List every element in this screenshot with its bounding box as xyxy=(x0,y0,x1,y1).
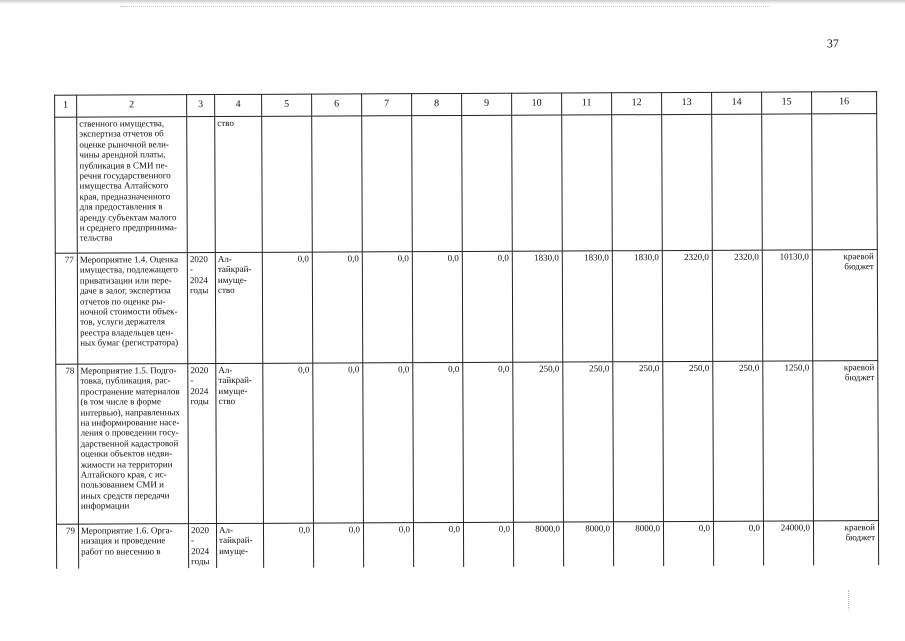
amount-cell: 250,0 xyxy=(663,361,714,521)
measure-name-line: пользованием СМИ и xyxy=(80,479,164,491)
amount-cell: 8000,0 xyxy=(563,522,613,566)
amount-cell: 0,0 xyxy=(413,362,464,522)
measure-name-line: тов, услуги держателя xyxy=(80,316,166,328)
amount-cell: 250,0 xyxy=(713,361,764,521)
cont-empty-cell xyxy=(712,114,763,250)
executor-cell xyxy=(216,363,264,523)
cont-empty-cell xyxy=(662,114,713,250)
measure-name-line: иных средств передачи xyxy=(80,490,170,501)
period-line: годы xyxy=(189,285,209,296)
funding-source-line: бюджет xyxy=(844,261,874,272)
column-number-14: 14 xyxy=(712,92,762,114)
measure-name-line: ления о проведении госу- xyxy=(80,427,179,439)
measure-name-line: низация и проведение xyxy=(81,535,166,547)
amount-cell: 0,0 xyxy=(713,521,763,565)
column-number-5: 5 xyxy=(262,94,312,116)
measure-name-line: Мероприятие 1.4. Оценка xyxy=(79,254,179,265)
amount-cell: 0,0 xyxy=(462,251,512,362)
period-line: 2024 xyxy=(191,545,210,556)
measure-name-line: Мероприятие 1.6. Орга- xyxy=(80,525,173,536)
amount-cell: 1830,0 xyxy=(612,251,662,362)
cont-name-line: чины арендной платы, xyxy=(79,149,166,160)
cont-name-line: края, предназначенного xyxy=(79,191,171,202)
funding-source-line: краевой xyxy=(843,251,874,262)
executor-line: Ал- xyxy=(218,364,233,376)
measure-name-line: интервью), направленных xyxy=(80,406,180,418)
executor-line: тайкрай- xyxy=(219,535,253,546)
column-number-1: 1 xyxy=(55,95,77,117)
cont-name-line: тельства xyxy=(79,232,113,244)
measure-name-cell xyxy=(78,364,189,524)
period-cell xyxy=(187,253,215,364)
measure-name-line: жимости на территории xyxy=(80,458,173,470)
amount-cell: 0,0 xyxy=(362,252,412,363)
funding-source-line: краевой xyxy=(843,362,875,373)
amount-cell: 250,0 xyxy=(513,362,564,522)
row-number-cell: 78 xyxy=(56,364,79,524)
cont-name-line: для предоставления в xyxy=(79,201,163,212)
cont-executor-line: ство xyxy=(217,117,234,129)
amount-cell: 0,0 xyxy=(313,523,363,567)
cont-empty-cell xyxy=(562,115,613,251)
column-number-6: 6 xyxy=(312,94,362,116)
continuation-row xyxy=(55,114,878,254)
measure-name-line: отчетов по оценке ры- xyxy=(79,295,166,307)
cont-empty-cell xyxy=(362,116,413,252)
cont-name-line: и среднего предпринима- xyxy=(79,222,177,233)
executor-line: имуще- xyxy=(219,545,249,556)
column-number-7: 7 xyxy=(362,94,412,116)
amount-cell: 0,0 xyxy=(312,252,362,363)
measure-name-line: оценки объектов недви- xyxy=(80,448,173,459)
cont-empty-cell xyxy=(762,114,813,250)
measure-name-cell xyxy=(78,524,188,569)
amount-cell: 0,0 xyxy=(263,363,314,523)
measure-name-line: даче в залог, экспертиза xyxy=(79,285,171,296)
measure-name-line: Алтайского края, с ис- xyxy=(80,469,167,480)
amount-cell: 10130,0 xyxy=(762,250,812,361)
amount-cell: 24000,0 xyxy=(763,521,813,565)
cont-name-line: оценке рыночной вели- xyxy=(79,139,169,150)
cont-num-cell xyxy=(55,117,78,253)
amount-cell: 2320,0 xyxy=(662,250,712,361)
period-line: 2020 - xyxy=(190,365,209,386)
cont-period-cell xyxy=(187,117,216,253)
measure-name-line: пространение материалов xyxy=(80,385,180,397)
table-row xyxy=(56,521,878,569)
cont-name-cell xyxy=(77,117,188,253)
row-number-cell: 77 xyxy=(55,253,77,364)
column-number-4: 4 xyxy=(215,94,262,116)
cont-name-line: аренду субъектам малого xyxy=(79,211,177,223)
amount-cell: 250,0 xyxy=(613,362,664,522)
page-number: 37 xyxy=(826,36,839,51)
amount-cell: 0,0 xyxy=(363,523,413,567)
cont-name-line: имущества Алтайского xyxy=(79,180,169,192)
cont-empty-cell xyxy=(262,116,313,252)
amount-cell: 0,0 xyxy=(363,363,414,523)
executor-cell xyxy=(215,252,262,363)
column-number-15: 15 xyxy=(762,92,812,114)
executor-cell xyxy=(216,523,263,567)
amount-cell: 0,0 xyxy=(263,523,313,567)
amount-cell: 1830,0 xyxy=(562,251,612,362)
period-line: годы xyxy=(191,556,210,567)
executor-line: Ал- xyxy=(218,524,234,536)
period-line: 2020 - xyxy=(189,254,208,275)
measure-name-line: Мероприятие 1.5. Подго- xyxy=(80,365,177,376)
amount-cell: 2320,0 xyxy=(712,250,762,361)
funding-source-line: бюджет xyxy=(845,532,876,543)
amount-cell: 8000,0 xyxy=(513,522,563,566)
amount-cell: 0,0 xyxy=(313,363,364,523)
amount-cell: 1250,0 xyxy=(763,361,814,521)
funding-source-cell xyxy=(813,361,879,521)
funding-source-cell xyxy=(813,521,878,565)
amount-cell: 1830,0 xyxy=(512,251,562,362)
funding-source-cell xyxy=(812,250,877,361)
period-line: годы xyxy=(190,396,209,407)
measure-name-line: имущества, подлежащего xyxy=(79,264,178,276)
measure-name-cell xyxy=(77,253,187,364)
scan-margin-mark xyxy=(848,590,853,610)
cont-name-line: экспертиза отчетов об xyxy=(79,128,164,140)
cont-empty-cell xyxy=(412,115,463,251)
amount-cell: 250,0 xyxy=(563,362,614,522)
cont-empty-cell xyxy=(612,115,663,251)
table-row xyxy=(55,250,877,365)
cont-empty-cell xyxy=(312,116,363,252)
measure-name-line: работ по внесению в xyxy=(81,546,161,557)
measure-name-line: (в том числе в форме xyxy=(80,396,162,407)
amount-cell: 0,0 xyxy=(463,362,514,522)
cont-name-line: публикация в СМИ пе- xyxy=(79,159,168,171)
amount-cell: 0,0 xyxy=(663,521,713,565)
period-line: 2024 xyxy=(189,274,208,285)
period-line: 2024 xyxy=(190,385,209,396)
measure-name-line: ночной стоимости объек- xyxy=(80,306,178,317)
measure-name-line: реестра владельцев цен- xyxy=(80,327,174,338)
amount-cell: 8000,0 xyxy=(613,522,663,566)
table-row xyxy=(56,361,879,525)
program-measures-table xyxy=(54,91,879,568)
measure-name-line: дарственной кадастровой xyxy=(80,438,179,449)
period-cell xyxy=(188,364,217,524)
measure-name-line: приватизации или пере- xyxy=(79,275,172,286)
measure-name-line: товка, публикация, рас- xyxy=(80,375,171,387)
period-cell xyxy=(188,524,216,568)
cont-empty-cell xyxy=(462,115,513,251)
amount-cell: 0,0 xyxy=(413,522,463,566)
cont-executor-cell xyxy=(215,116,263,252)
column-number-9: 9 xyxy=(462,93,512,115)
column-number-16: 16 xyxy=(812,92,877,114)
column-number-13: 13 xyxy=(662,92,712,114)
measure-name-line: ных бумаг (регистратора) xyxy=(80,337,179,348)
cont-name-line: речня государственного xyxy=(79,170,171,181)
executor-line: имуще- xyxy=(217,274,247,285)
row-number-cell: 79 xyxy=(56,524,78,568)
measure-name-line: на информирование насе- xyxy=(80,417,180,428)
column-number-12: 12 xyxy=(612,93,662,115)
cont-empty-cell xyxy=(812,114,878,250)
measure-name-line: информации xyxy=(80,500,130,511)
amount-cell: 0,0 xyxy=(412,251,462,362)
column-number-2: 2 xyxy=(77,95,187,117)
executor-line: ство xyxy=(218,396,236,407)
cont-name-line: ственного имущества, xyxy=(79,118,165,129)
column-number-11: 11 xyxy=(562,93,612,115)
executor-line: тайкрай- xyxy=(218,375,252,386)
executor-line: Ал- xyxy=(217,253,232,265)
column-number-3: 3 xyxy=(187,95,215,117)
period-line: 2020 - xyxy=(190,525,210,546)
funding-source-line: бюджет xyxy=(844,372,875,383)
executor-line: тайкрай- xyxy=(217,264,252,275)
column-number-10: 10 xyxy=(512,93,562,115)
amount-cell: 0,0 xyxy=(262,252,312,363)
executor-line: ство xyxy=(217,285,235,296)
column-number-8: 8 xyxy=(412,93,462,115)
amount-cell: 0,0 xyxy=(463,522,513,566)
funding-source-line: краевой xyxy=(844,522,876,533)
executor-line: имуще- xyxy=(218,385,248,396)
cont-empty-cell xyxy=(512,115,563,251)
